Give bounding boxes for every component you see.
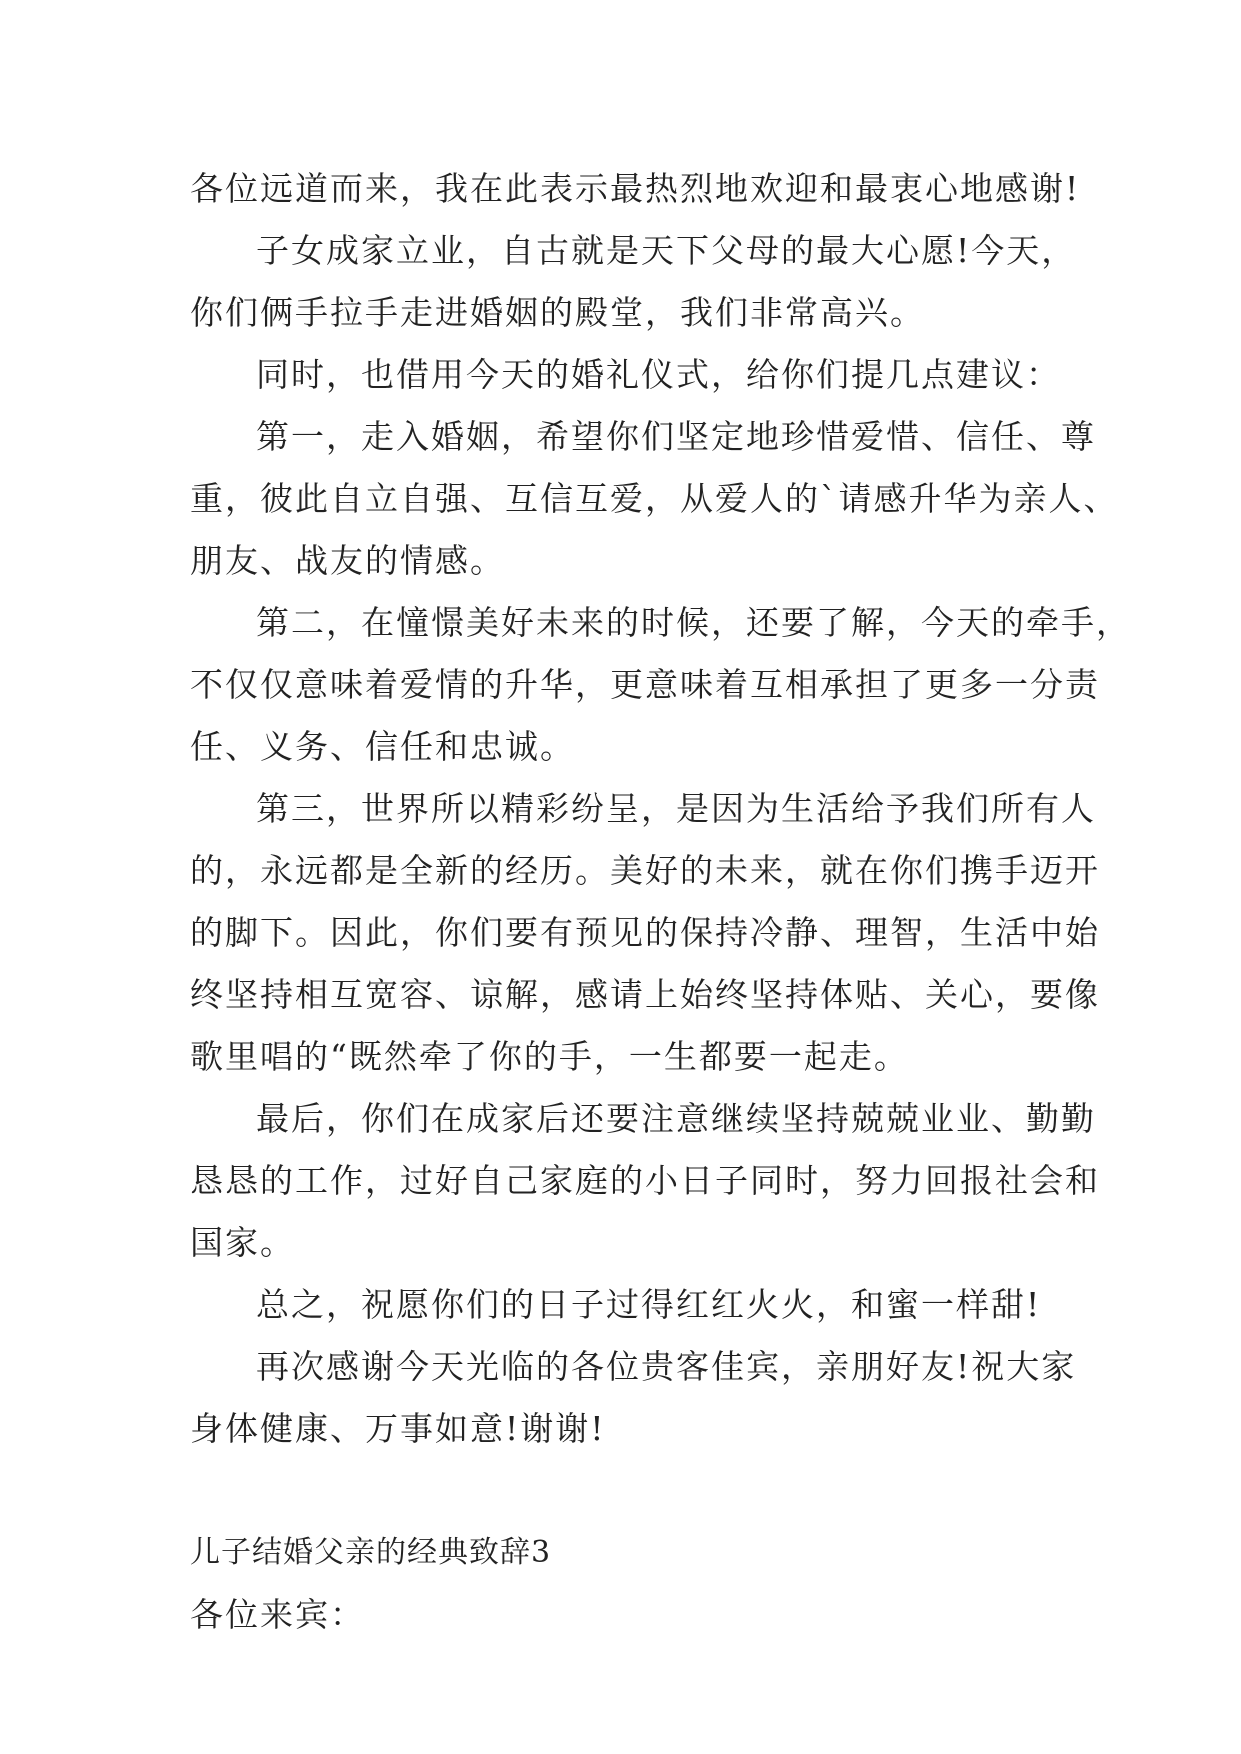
paragraph-line: 总之，祝愿你们的日子过得红红火火，和蜜一样甜! [256, 1285, 1042, 1324]
paragraph-line: 重，彼此自立自强、互信互爱，从爱人的`请感升华为亲人、 [190, 479, 1119, 518]
paragraph-line: 第三，世界所以精彩纷呈，是因为生活给予我们所有人 [256, 789, 1096, 828]
paragraph-line: 第一，走入婚姻，希望你们坚定地珍惜爱惜、信任、尊 [256, 417, 1096, 456]
paragraph-line: 再次感谢今天光临的各位贵客佳宾，亲朋好友!祝大家 [256, 1347, 1077, 1386]
paragraph-line: 第二，在憧憬美好未来的时候，还要了解，今天的牵手， [256, 603, 1131, 642]
document-page [190, 158, 1131, 1646]
paragraph-line: 国家。 [190, 1223, 295, 1262]
paragraph-line: 各位远道而来，我在此表示最热烈地欢迎和最衷心地感谢! [190, 169, 1081, 208]
paragraph-line: 不仅仅意味着爱情的升华，更意味着互相承担了更多一分责 [190, 665, 1100, 704]
paragraph-line: 你们俩手拉手走进婚姻的殿堂，我们非常高兴。 [190, 293, 925, 332]
paragraph-line: 终坚持相互宽容、谅解，感请上始终坚持体贴、关心，要像 [190, 975, 1100, 1014]
paragraph-line: 任、义务、信任和忠诚。 [190, 727, 575, 766]
salutation: 各位来宾： [190, 1595, 365, 1634]
paragraph-line: 子女成家立业，自古就是天下父母的最大心愿!今天， [256, 231, 1077, 270]
paragraph-line: 的，永远都是全新的经历。美好的未来，就在你们携手迈开 [190, 851, 1100, 890]
paragraph-line: 朋友、战友的情感。 [190, 541, 505, 580]
paragraph-line: 同时，也借用今天的婚礼仪式，给你们提几点建议： [256, 355, 1061, 394]
paragraph-line: 最后，你们在成家后还要注意继续坚持兢兢业业、勤勤 [256, 1099, 1096, 1138]
paragraph-line: 身体健康、万事如意!谢谢! [190, 1409, 606, 1448]
paragraph-line: 歌里唱的“既然牵了你的手，一生都要一起走。 [190, 1037, 909, 1076]
section-title: 儿子结婚父亲的经典致辞3 [190, 1535, 552, 1570]
section-gap [190, 1460, 1060, 1522]
paragraph-line: 恳恳的工作，过好自己家庭的小日子同时，努力回报社会和 [190, 1161, 1100, 1200]
paragraph-line: 的脚下。因此，你们要有预见的保持冷静、理智，生活中始 [190, 913, 1100, 952]
